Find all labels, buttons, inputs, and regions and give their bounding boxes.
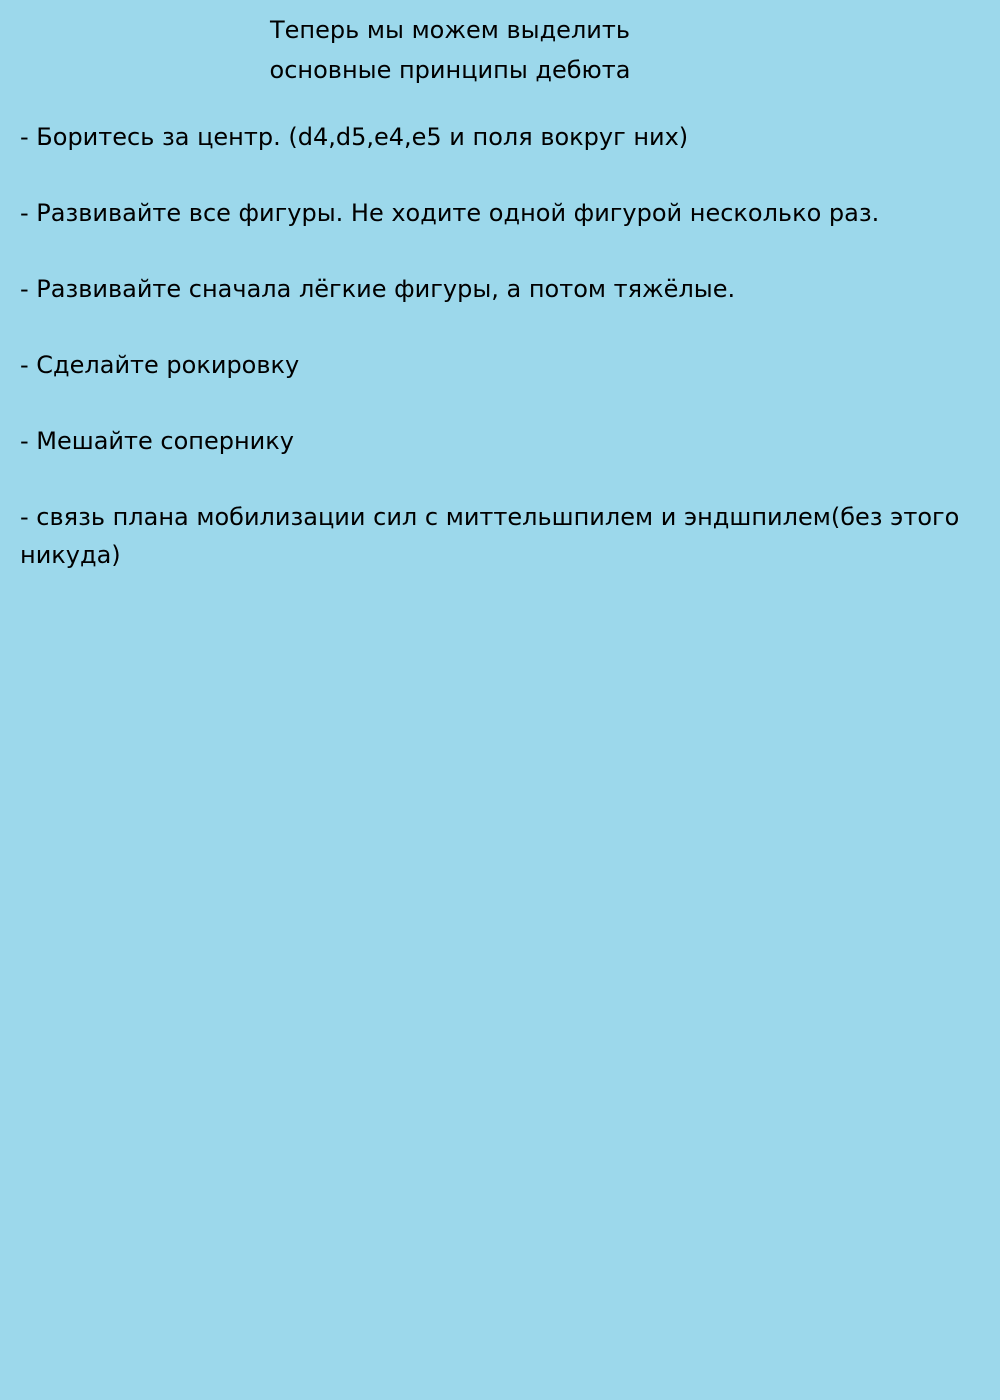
principle-develop-all: - Развивайте все фигуры. Не ходите одной фигурой несколько раз.	[20, 199, 880, 227]
principle-center: - Боритесь за центр. (d4,d5,e4,e5 и поля вокруг них)	[20, 123, 689, 151]
title-line-2: основные принципы дебюта	[269, 56, 631, 84]
principle-castle: - Сделайте рокировку	[20, 351, 300, 379]
title-line-1: Теперь мы можем выделить	[270, 16, 630, 44]
principle-hinder-opponent: - Мешайте сопернику	[20, 427, 294, 455]
principles-list	[20, 118, 960, 612]
principle-plan-connection: - связь плана мобилизации сил с миттельшпилем и эндшпилем(без этого никуда)	[20, 503, 960, 569]
principle-light-pieces-first: - Развивайте сначала лёгкие фигуры, а потом тяжёлые.	[20, 275, 736, 303]
page-title	[0, 10, 900, 90]
